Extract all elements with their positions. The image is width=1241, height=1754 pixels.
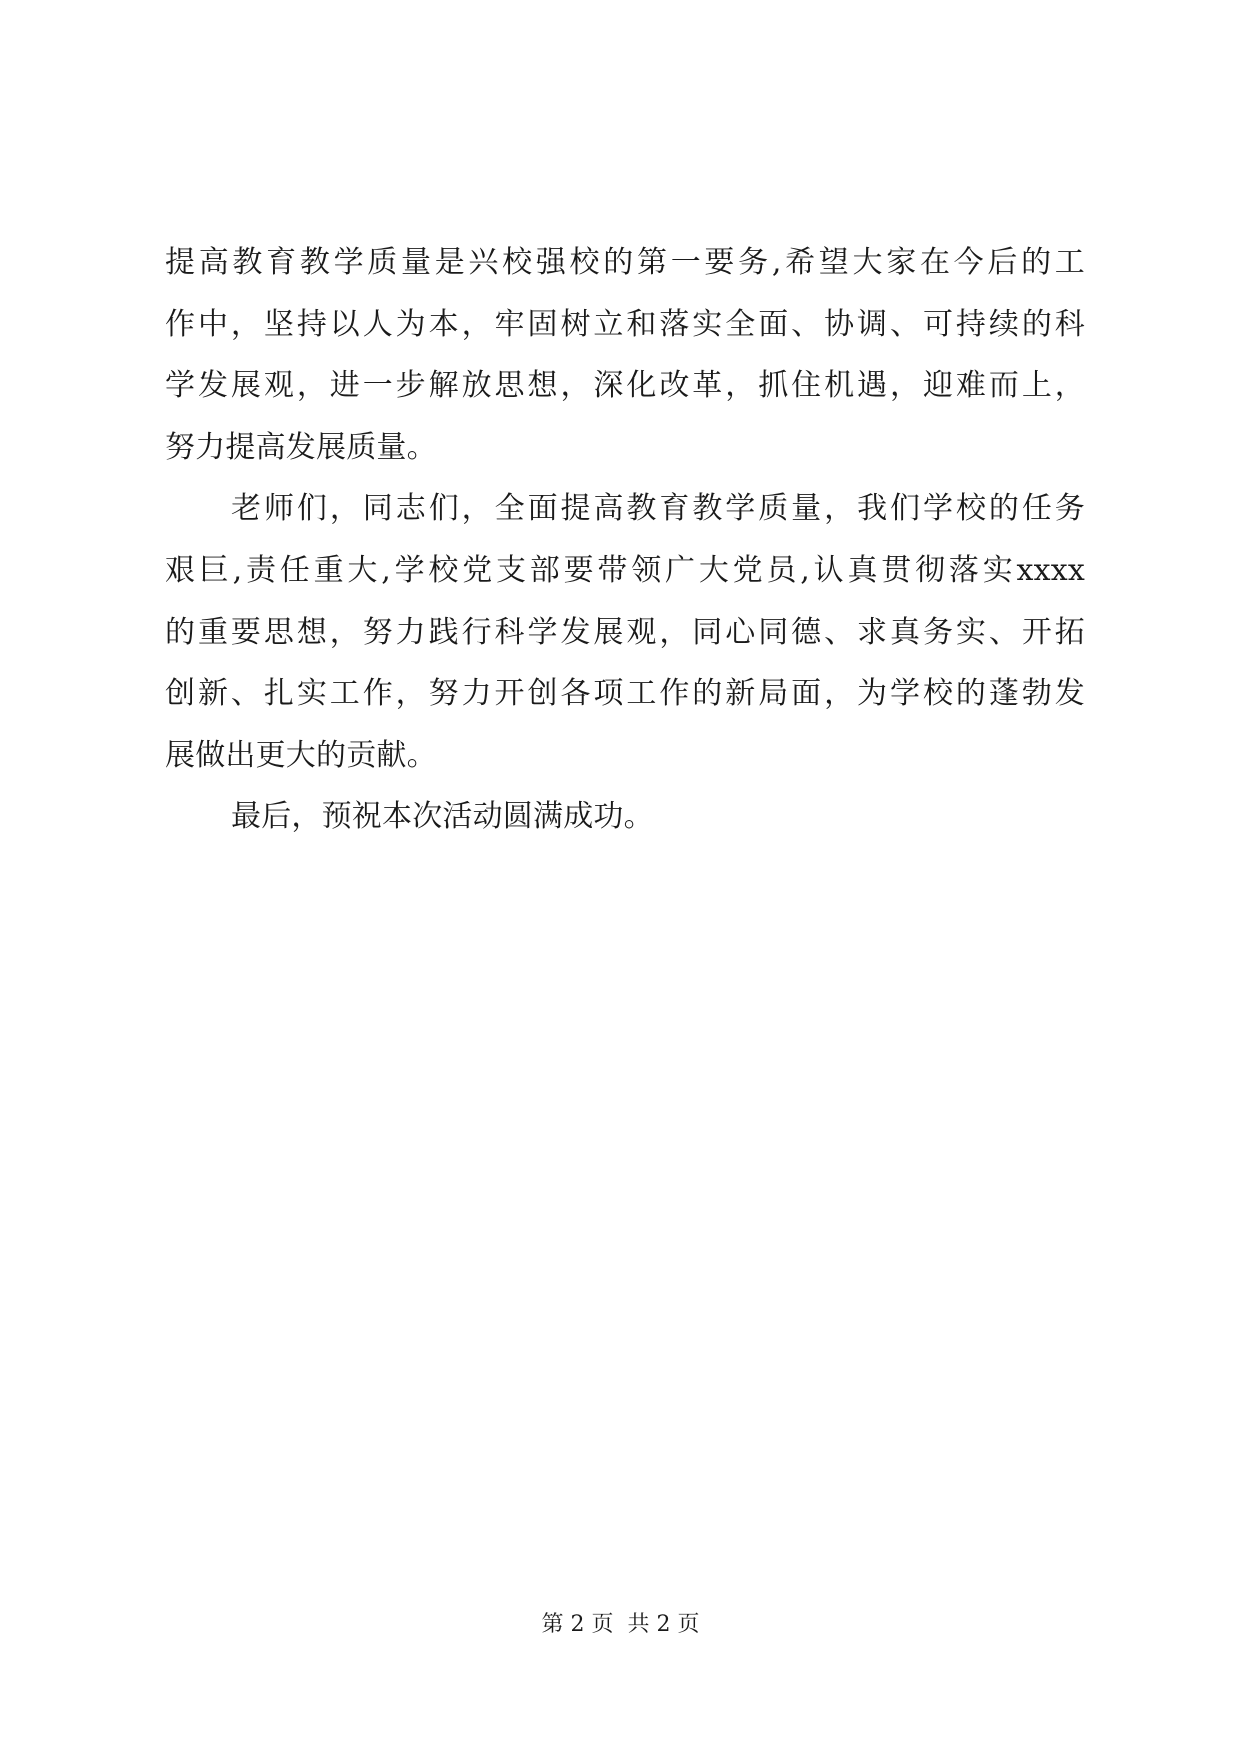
text-line: 提高教育教学质量是兴校强校的第一要务,希望大家在今后的工 — [165, 245, 1085, 280]
paragraph — [165, 478, 1085, 786]
text-line: 展做出更大的贡献。 — [165, 737, 437, 773]
text-line: 学发展观，进一步解放思想，深化改革，抓住机遇，迎难而上， — [165, 368, 1085, 404]
text-line: 作中，坚持以人为本，牢固树立和落实全面、协调、可持续的科 — [165, 306, 1085, 342]
paragraph — [165, 232, 1085, 478]
page-footer — [0, 1610, 1241, 1640]
text-line: 努力提高发展质量。 — [165, 429, 437, 465]
text-line: 最后，预祝本次活动圆满成功。 — [231, 799, 654, 835]
text-line: 的重要思想，努力践行科学发展观，同心同德、求真务实、开拓 — [165, 614, 1085, 650]
text-line: 老师们，同志们，全面提高教育教学质量，我们学校的任务 — [231, 491, 1085, 527]
paragraph — [165, 786, 1085, 848]
document-body — [165, 232, 1085, 848]
page-number-label: 第 2 页 共 2 页 — [541, 1612, 700, 1637]
text-line: 艰巨,责任重大,学校党支部要带领广大党员,认真贯彻落实xxxx — [165, 552, 1085, 588]
text-line: 创新、扎实工作，努力开创各项工作的新局面，为学校的蓬勃发 — [165, 676, 1085, 712]
